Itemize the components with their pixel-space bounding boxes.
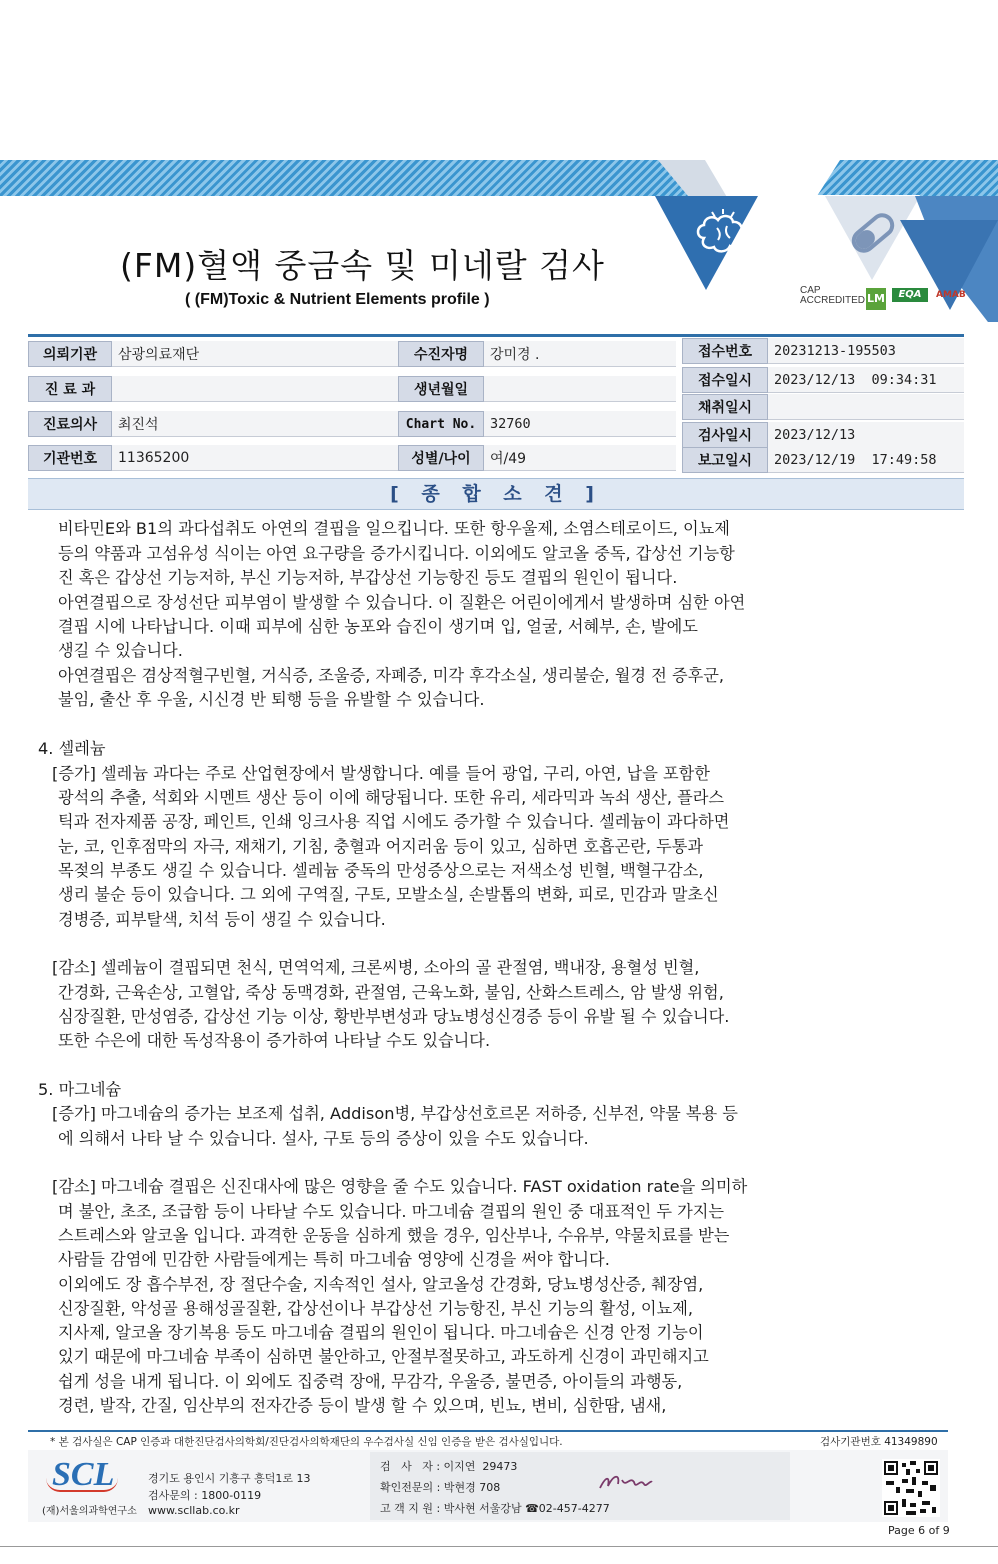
label-sex-age: 성별/나이 [398, 445, 484, 471]
body-line: 생리 불순 등이 있습니다. 그 외에 구역질, 구토, 모발소실, 손발톱의 변화, 피로, 민감과 말초신 [58, 885, 719, 904]
lab-number: 검사기관번호 41349890 [820, 1436, 938, 1448]
value-receipt-date: 2023/12/13 09:34:31 [768, 367, 964, 393]
page-title: (FM)혈액 중금속 및 미네랄 검사 [120, 246, 605, 285]
scl-logo-swoosh [46, 1478, 118, 1492]
org-name: (재)서울의과학연구소 [42, 1506, 137, 1517]
lab-address: 경기도 용인시 기흥구 흥덕1로 13 [148, 1472, 311, 1485]
label-patient: 수진자명 [398, 341, 484, 367]
body-line: 불임, 출산 후 우울, 시신경 반 퇴행 등을 유발할 수 있습니다. [58, 690, 485, 709]
lm-logo: LM [866, 288, 886, 310]
label-department: 진 료 과 [28, 376, 112, 402]
body-line: 간경화, 근육손상, 고혈압, 죽상 동맥경화, 관절염, 근육노화, 불임, 산화스트레스, 암 발생 위험, [58, 983, 724, 1002]
section-heading-selenium: 4. 셀레늄 [38, 739, 106, 758]
body-line: 며 불안, 초조, 조급함 등이 나타날 수도 있습니다. 마그네슘 결핍의 원인 중 대표적인 두 가지는 [58, 1202, 725, 1221]
lab-website[interactable]: www.scllab.co.kr [148, 1504, 240, 1517]
value-doctor: 최진석 [112, 411, 398, 437]
body-line: [증가] 마그네슘의 증가는 보조제 섭취, Addison병, 부갑상선호르몬 저하증, 신부전, 약물 복용 등 [52, 1104, 738, 1123]
brain-icon [692, 208, 752, 260]
body-line: 비타민E와 B1의 과다섭취도 아연의 결핍을 일으킵니다. 또한 항우울제, 소염스테로이드, 이뇨제 [58, 519, 730, 538]
body-line: 아연결핍으로 장성선단 피부염이 발생할 수 있습니다. 이 질환은 어린이에게서 발생하며 심한 아연 [58, 593, 746, 612]
body-line: 또한 수은에 대한 독성작용이 증가하여 나타날 수도 있습니다. [58, 1031, 491, 1050]
body-line: 심장질환, 만성염증, 갑상선 기능 이상, 황반부변성과 당뇨병성신경증 등이 유발 될 수 있습니다. [58, 1007, 730, 1026]
body-line: 쉽게 성을 내게 됩니다. 이 외에도 집중력 장애, 무감각, 우울증, 불면증, 아이들의 과행동, [58, 1372, 683, 1391]
label-report-date: 보고일시 [682, 447, 768, 473]
page-number: Page 6 of 9 [888, 1524, 950, 1537]
value-chart-no: 32760 [484, 411, 676, 437]
lab-phone: 검사문의 : 1800-0119 [148, 1489, 262, 1502]
label-birth: 생년월일 [398, 376, 484, 402]
value-test-date: 2023/12/13 [768, 422, 964, 448]
body-line: 에 의해서 나타 날 수 있습니다. 설사, 구토 등의 증상이 있을 수도 있습니다. [58, 1129, 589, 1148]
label-test-date: 검사일시 [682, 422, 768, 448]
body-line: 스트레스와 알코올 입니다. 과격한 운동을 심하게 했을 경우, 임산부나, 수유부, 약물치료를 받는 [58, 1226, 730, 1245]
cap-accredited-logo: CAP ACCREDITED [800, 285, 866, 306]
value-birth [484, 376, 676, 402]
value-inst-no: 11365200 [112, 445, 398, 471]
accreditation-note: * 본 검사실은 CAP 인증과 대한진단검사의학회/진단검사의학재단의 우수검사실 신임 인증을 받은 검사실입니다. [50, 1436, 563, 1448]
body-line: 눈, 코, 인후점막의 자극, 재채기, 기침, 충혈과 어지러움 등이 있고, 심하면 호흡곤란, 두통과 [58, 837, 704, 856]
amab-logo: AMAB [936, 290, 966, 300]
body-line: 사람들 감염에 민감한 사람들에게는 특히 마그네슘 영양에 신경을 써야 합니다. [58, 1250, 610, 1269]
body-line: 등의 약품과 고섬유성 식이는 아연 요구량을 증가시킵니다. 이외에도 알코올 중독, 갑상선 기능항 [58, 544, 735, 563]
tester: 검 사 자 : 이지연 29473 [380, 1460, 518, 1473]
capsule-icon [848, 210, 898, 256]
body-line: 있기 때문에 마그네슘 부족이 심하면 불안하고, 안절부절못하고, 과도하게 신경이 과민해지고 [58, 1347, 709, 1366]
label-inst-no: 기관번호 [28, 445, 112, 471]
label-receipt-no: 접수번호 [682, 338, 768, 364]
body-line: 경련, 발작, 간질, 임산부의 전자간증 등이 발생 할 수 있으며, 빈뇨, 변비, 심한땀, 냄새, [58, 1396, 667, 1415]
label-chart-no: Chart No. [398, 411, 484, 437]
page-bottom-rule [0, 1546, 998, 1547]
eqa-logo: EQA [892, 288, 928, 302]
value-receipt-no: 20231213-195503 [768, 338, 964, 364]
value-report-date: 2023/12/19 17:49:58 [768, 447, 964, 473]
body-line: 신장질환, 악성골 용해성골질환, 갑상선이나 부갑상선 기능항진, 부신 기능의 활성, 이뇨제, [58, 1299, 693, 1318]
footer-top-line [28, 1430, 948, 1432]
body-line: [감소] 마그네슘 결핍은 신진대사에 많은 영향을 줄 수도 있습니다. FAST oxidation rate을 의미하 [52, 1177, 748, 1196]
body-line: 아연결핍은 겸상적혈구빈혈, 거식증, 조울증, 자폐증, 미각 후각소실, 생리불순, 월경 전 증후군, [58, 666, 725, 685]
value-collect-date [768, 394, 964, 420]
label-collect-date: 채취일시 [682, 394, 768, 420]
body-line: 목젖의 부종도 생길 수 있습니다. 셀레늄 중독의 만성증상으로는 저색소성 빈혈, 백혈구감소, [58, 861, 704, 880]
customer-support: 고 객 지 원 : 박사현 서울강남 ☎02-457-4277 [380, 1502, 610, 1515]
qr-code-icon [882, 1459, 940, 1517]
summary-heading: [ 종 합 소 견 ] [28, 478, 964, 510]
body-line: 틱과 전자제품 공장, 페인트, 인쇄 잉크사용 직업 시에도 증가할 수 있습니다. 셀레늄이 과다하면 [58, 812, 730, 831]
specialist: 확인전문의 : 박현경 708 [380, 1481, 501, 1494]
body-line: 진 혹은 갑상선 기능저하, 부신 기능저하, 부갑상선 기능항진 등도 결핍의 원인이 됩니다. [58, 568, 678, 587]
body-line: [증가] 셀레늄 과다는 주로 산업현장에서 발생합니다. 예를 들어 광업, 구리, 아연, 납을 포함한 [52, 764, 710, 783]
body-line: 생길 수 있습니다. [58, 641, 183, 660]
value-sex-age: 여/49 [484, 445, 676, 471]
body-line: 결핍 시에 나타납니다. 이때 피부에 심한 농포와 습진이 생기며 입, 얼굴, 서혜부, 손, 발에도 [58, 617, 698, 636]
body-line: 이외에도 장 흡수부전, 장 절단수술, 지속적인 설사, 알코올성 간경화, 당뇨병성산증, 췌장염, [58, 1275, 704, 1294]
info-table-top-line [28, 334, 964, 337]
label-receipt-date: 접수일시 [682, 367, 768, 393]
value-patient: 강미경 . [484, 341, 676, 367]
body-line: [감소] 셀레늄이 결핍되면 천식, 면역억제, 크론씨병, 소아의 골 관절염, 백내장, 용혈성 빈혈, [52, 958, 700, 977]
body-line: 경병증, 피부탈색, 치석 등이 생길 수 있습니다. [58, 910, 386, 929]
body-line: 광석의 추출, 석회와 시멘트 생산 등이 이에 해당됩니다. 또한 유리, 세라믹과 녹쇠 생산, 플라스 [58, 788, 725, 807]
label-doctor: 진료의사 [28, 411, 112, 437]
page-subtitle: ( (FM)Toxic & Nutrient Elements profile ) [185, 291, 490, 308]
body-line: 지사제, 알코올 장기복용 등도 마그네슘 결핍의 원인이 됩니다. 마그네슘은 신경 안정 기능이 [58, 1323, 704, 1342]
scl-logo: SCL [52, 1456, 115, 1493]
value-department [112, 376, 398, 402]
label-institution: 의뢰기관 [28, 341, 112, 367]
signature-image [596, 1470, 654, 1496]
value-institution: 삼광의료재단 [112, 341, 398, 367]
section-heading-magnesium: 5. 마그네슘 [38, 1080, 122, 1099]
